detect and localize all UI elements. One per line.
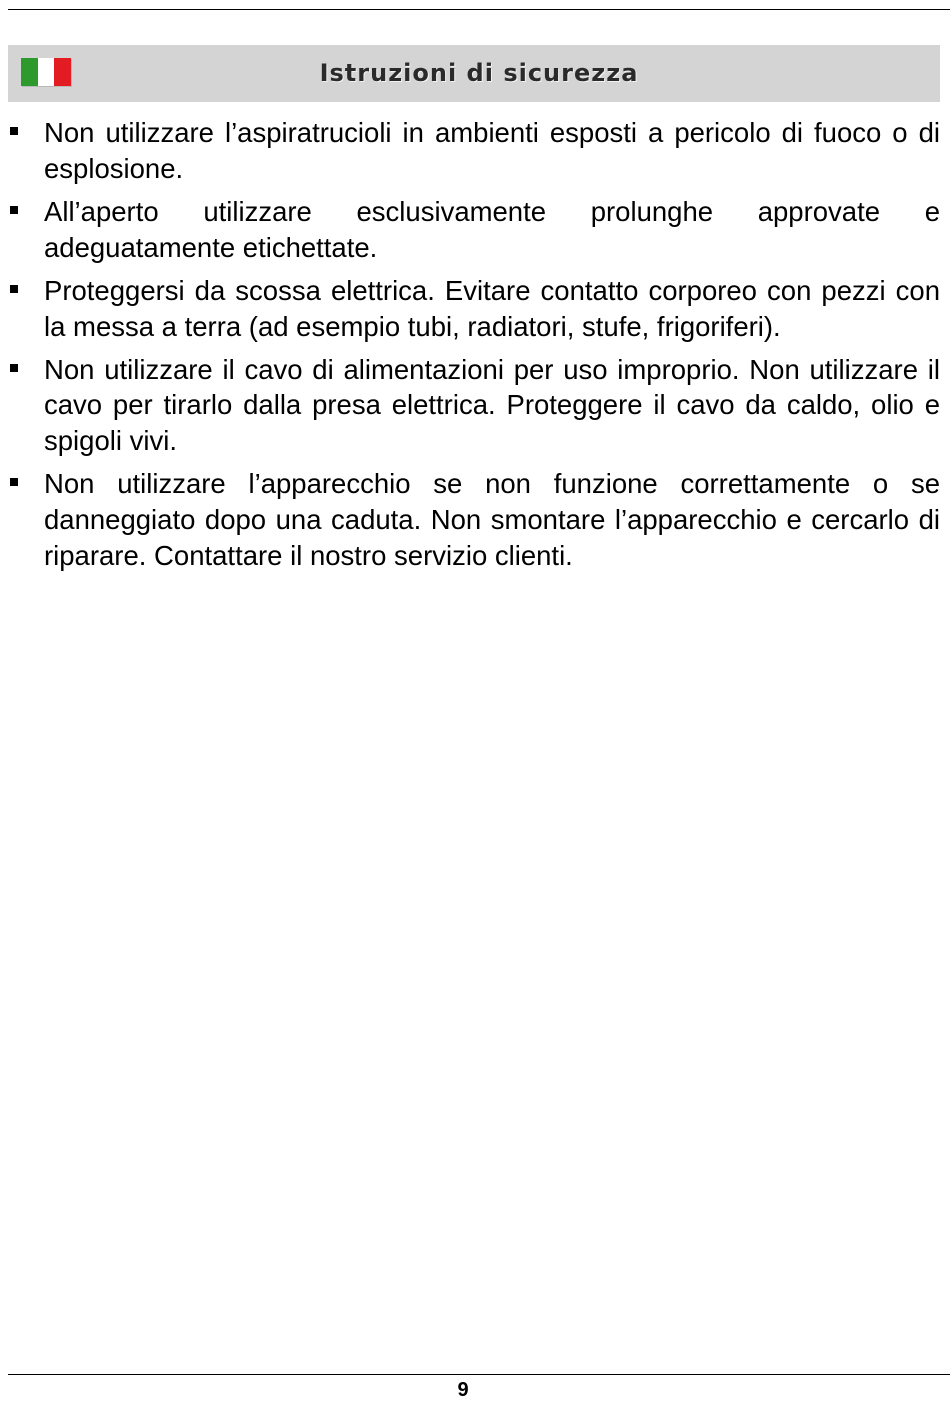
instruction-text: Non utilizzare il cavo di alimentazioni per uso improprio. Non utilizzare il cavo per tirarlo dalla presa elettrica. Proteggere il cavo da caldo, olio e spigoli vivi. — [44, 353, 940, 457]
instruction-text: Non utilizzare l’apparecchio se non funzione correttamente o se danneggiato dopo una caduta. Non smontare l’apparecchio e cercarlo di riparare. Contattare il nostro servizio clienti. — [44, 468, 940, 571]
section-header — [8, 45, 940, 102]
square-bullet-icon — [10, 206, 18, 214]
section-title: Istruzioni di sicurezza — [319, 59, 639, 87]
list-item — [8, 466, 940, 573]
bottom-divider — [8, 1374, 950, 1375]
page-number: 9 — [457, 1379, 469, 1401]
list-item — [8, 115, 940, 186]
list-item — [8, 352, 940, 459]
instruction-text: Non utilizzare l’aspiratrucioli in ambienti esposti a pericolo di fuoco o di esplosione. — [44, 117, 940, 184]
square-bullet-icon — [10, 127, 18, 135]
list-item — [8, 273, 940, 344]
top-divider — [8, 9, 950, 10]
list-item — [8, 194, 940, 265]
square-bullet-icon — [10, 364, 18, 372]
instruction-text: Proteggersi da scossa elettrica. Evitare contatto corporeo con pezzi con la messa a terra (ad esempio tubi, radiatori, stufe, frigoriferi). — [44, 274, 940, 342]
square-bullet-icon — [10, 478, 18, 486]
square-bullet-icon — [10, 285, 18, 293]
safety-instructions-list — [8, 115, 940, 581]
instruction-text: All’aperto utilizzare esclusivamente prolunghe approvate e adeguatamente etichettate. — [44, 195, 940, 263]
